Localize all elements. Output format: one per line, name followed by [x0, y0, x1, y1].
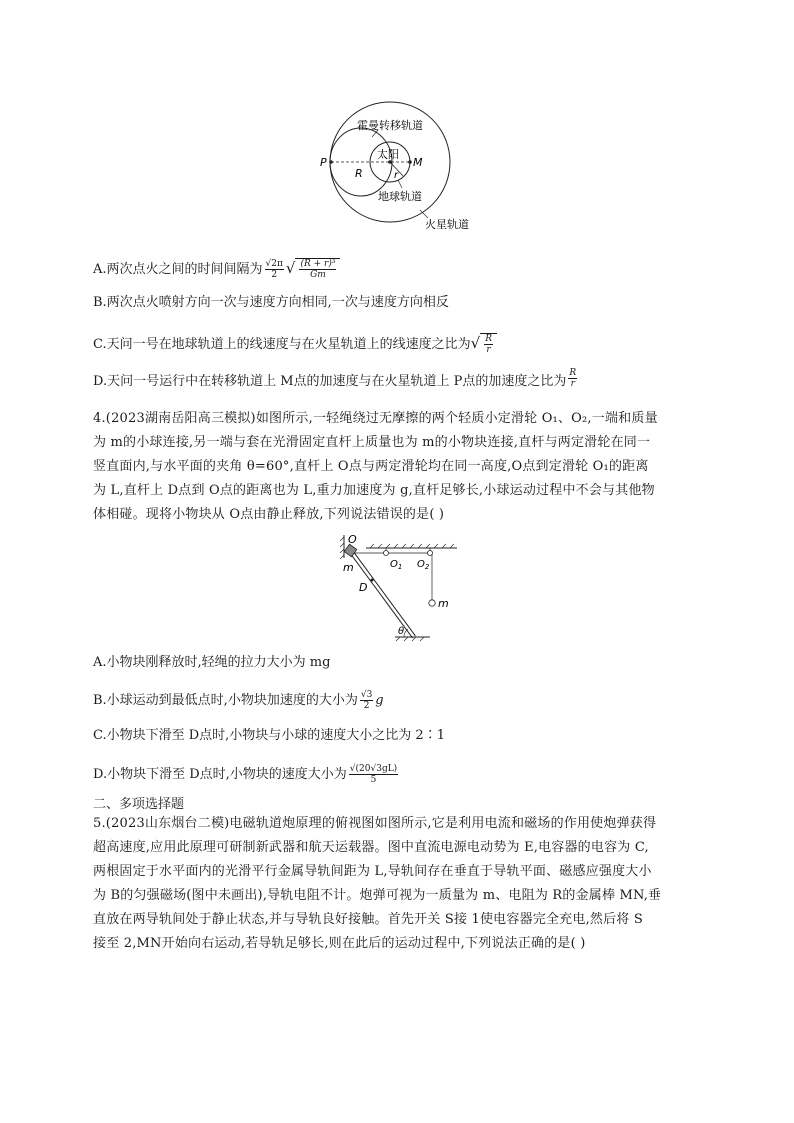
label-theta: θ — [398, 626, 405, 637]
point-D — [371, 579, 374, 582]
label-M: M — [413, 156, 423, 169]
q4-option-C: C.小物块下滑至 D点时,小物块与小球的速度大小之比为 2∶1 — [93, 728, 445, 743]
label-sun: 太阳 — [377, 148, 399, 161]
ball — [429, 600, 435, 606]
q3-A-coefficient: $\frac{√2\pi}{2}$ — [265, 259, 283, 280]
orbit-diagram — [300, 100, 480, 240]
label-O2: $O_2$ — [417, 559, 430, 571]
point-P — [329, 160, 333, 164]
q4-option-B: B.小球运动到最低点时,小物块加速度的大小为 $\frac{√3}{2}$ g — [93, 690, 384, 711]
point-M — [408, 160, 412, 164]
label-R: R — [355, 167, 363, 180]
q3-option-D: D.天问一号运行中在转移轨道上 M点的加速度与在火星轨道上 P点的加速度之比为 $\frac{R}{r}$ — [93, 368, 577, 389]
q3-C-fraction: $\frac{R}{r}$ — [485, 334, 492, 355]
q3-option-B: B.两次点火喷射方向一次与速度方向相同,一次与速度方向相反 — [93, 295, 449, 310]
label-mars-orbit: 火星轨道 — [425, 218, 469, 231]
q5-stem: 5.(2023山东烟台二模)电磁轨道炮原理的俯视图如图所示,它是利用电流和磁场的作用使炮弹获得 超高速度,应用此原理可研制新武器和航天运载器。图中直流电源电动势为 E,电容器的电容为 C, 两根固定于水平面内的光滑平行金属导轨间距为 L,导轨间存在垂直于导轨平面、磁感应强度大小 为 B的匀强磁场(图中未画出),导轨电阻不计。炮弹可视为一质量为 m、电阻为 R的金属棒 MN,垂 直放在两导轨间处于静止状态,并与导轨良好接触。首先开关 S接 1使电容器完全充电,然后将 S 接至 2,MN开始向右运动,若导轨足够长,则在此后的运动过程中,下列说法正确的是( ) — [93, 816, 662, 951]
section-title: 二、多项选择题 — [93, 797, 185, 812]
q4-D-fraction: $\frac{√(20√3gL)}{5}$ — [349, 764, 398, 785]
pulley-diagram — [335, 530, 460, 645]
q3-option-C: C.天问一号在地球轨道上的线速度与在火星轨道上的线速度之比为√ $\frac{R}{r}$ — [93, 333, 497, 355]
pulley-O2 — [428, 551, 433, 556]
label-O1: $O_1$ — [390, 559, 403, 571]
label-D: D — [359, 581, 368, 594]
label-m-block: m — [343, 561, 354, 574]
label-earth-orbit: 地球轨道 — [378, 190, 422, 203]
label-r: r — [394, 170, 399, 181]
q4-B-fraction: $\frac{√3}{2}$ — [360, 690, 373, 711]
q3-D-fraction: $\frac{R}{r}$ — [569, 368, 577, 389]
label-O: O — [348, 533, 357, 546]
q4-option-D: D.小物块下滑至 D点时,小物块的速度大小为 $\frac{√(20√3gL)}{5}$ — [93, 764, 398, 785]
q4-option-A: A.小物块刚释放时,轻绳的拉力大小为 mg — [93, 655, 331, 670]
label-hohmann: 霍曼转移轨道 — [357, 119, 423, 132]
q3-option-A: A.两次点火之间的时间间隔为 $\frac{√2\pi}{2}$ √ $\frac{\text{(R + r)³}}{Gm}$ — [93, 258, 340, 280]
label-P: P — [320, 156, 327, 169]
q3-A-radicand: $\frac{\text{(R + r)³}}{Gm}$ — [300, 259, 336, 280]
pulley-O1 — [384, 551, 389, 556]
label-m-ball: m — [438, 597, 449, 610]
q4-stem: 4.(2023湖南岳阳高三模拟)如图所示,一轻绳绕过无摩擦的两个轻质小定滑轮 O₁、O₂,一端和质量 为 m的小球连接,另一端与套在光滑固定直杆上质量也为 m的小物块连接,直杆与两定滑轮在同一 竖直面内,与水平面的夹角 θ=60°,直杆上 O点与两定滑轮均在同一高度,O点到定滑轮 O₁的距离 为 L,直杆上 D点到 O点的距离也为 L,重力加速度为 g,直杆足够长,小球运动过程中不会与其他物 体相碰。现将小物块从 O点由静止释放,下列说法错误的是( ) — [93, 411, 658, 522]
earth-leader — [398, 180, 402, 188]
